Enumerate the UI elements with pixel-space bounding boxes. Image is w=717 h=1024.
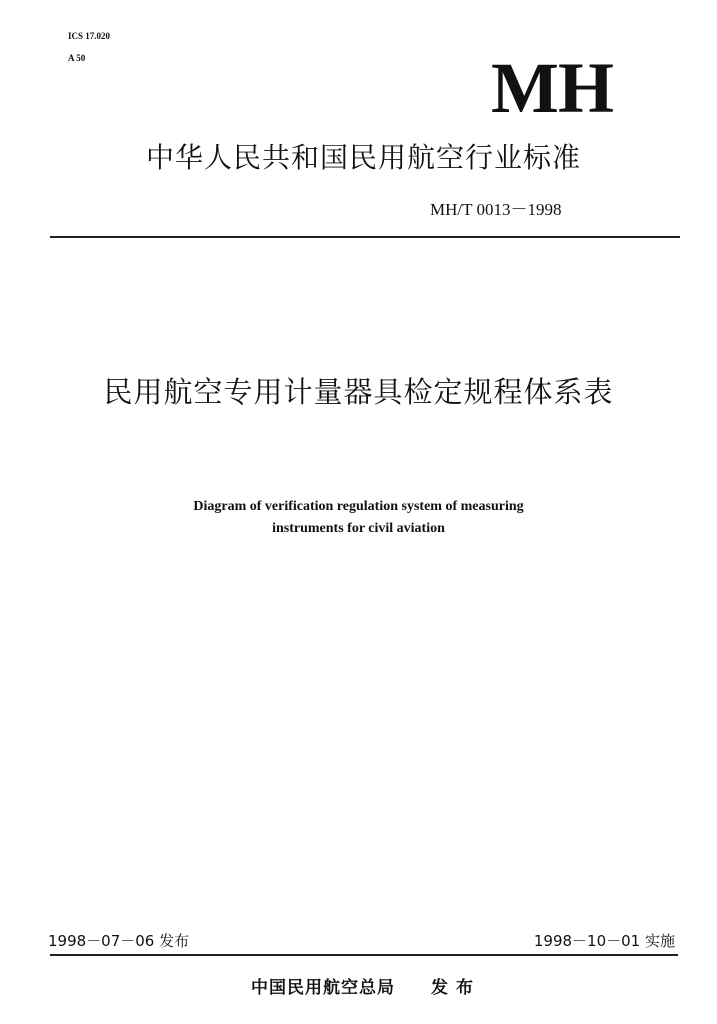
document-title-chinese: 民用航空专用计量器具检定规程体系表 [103,375,614,409]
classification-code: A 50 [68,53,86,63]
industry-standard-heading: 中华人民共和国民用航空行业标准 [145,141,581,174]
mh-logo: MH [491,48,613,128]
english-title-line-2: instruments for civil aviation [272,521,445,536]
english-title-line-1: Diagram of verification regulation system of measuring [193,499,524,514]
bottom-divider [50,954,678,956]
issuer-action: 发 布 [431,978,474,998]
issue-date: 1998－07－06 发布 [48,932,190,950]
ics-code: ICS 17.020 [68,31,111,41]
issuer-name: 中国民用航空总局 [251,978,396,998]
issuer-line [0,976,717,1000]
standard-number: MH/T 0013－1998 [430,200,562,219]
implementation-date: 1998－10－01 实施 [533,932,675,950]
document-title-english [0,496,717,540]
top-divider [50,236,680,238]
